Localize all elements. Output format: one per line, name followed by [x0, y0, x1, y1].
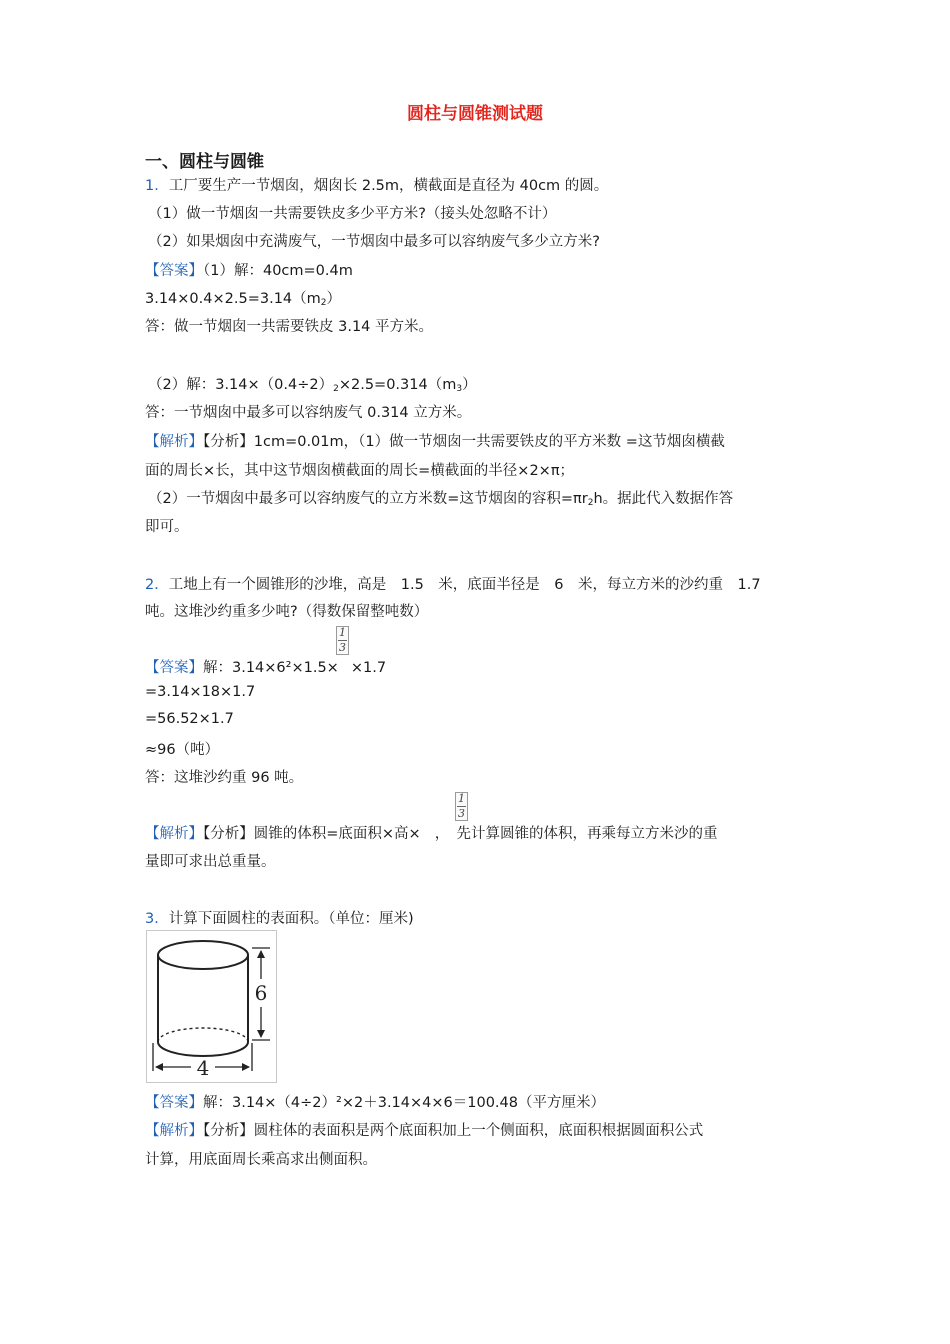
section-heading: 一、圆柱与圆锥: [145, 152, 264, 172]
question-number: 2．: [145, 577, 169, 593]
fraction-one-third: 1 3: [336, 626, 349, 655]
question-text: 计算下面圆柱的表面积。（单位：厘米): [168, 911, 414, 927]
analysis-tag: 【解析】: [145, 826, 203, 842]
answer-line: 答：一节烟囱中最多可以容纳废气 0.314 立方米。: [145, 405, 472, 421]
answer-tag: 【答案】: [145, 660, 203, 676]
analysis-line: 面的周长×长，其中这节烟囱横截面的周长=横截面的半径×2×π；: [145, 463, 575, 479]
page-title: 圆柱与圆锥测试题: [407, 104, 543, 124]
question-2-stem-cont: 吨。这堆沙约重多少吨?（得数保留整吨数）: [145, 604, 429, 620]
answer-text: （1）解：40cm=0.4m: [203, 263, 353, 279]
cylinder-diagram: [147, 931, 276, 1082]
answer-line: 答：这堆沙约重 96 吨。: [145, 770, 304, 786]
question-3-stem: [145, 907, 414, 928]
question-text: 工厂要生产一节烟囱，烟囱长 2.5m，横截面是直径为 40cm 的圆。: [168, 178, 609, 194]
analysis-line: 量即可求出总重量。: [145, 854, 276, 870]
question-number: 3．: [145, 911, 169, 927]
question-1-part-2: （2）如果烟囱中充满废气，一节烟囱中最多可以容纳废气多少立方米?: [148, 234, 600, 250]
fraction-one-third: 1 3: [455, 792, 468, 821]
diameter-label: 4: [196, 1056, 210, 1080]
analysis-line: 【解析】【分析】圆锥的体积=底面积×高× ， 先计算圆锥的体积，再乘每立方米沙的重: [145, 826, 718, 842]
answer-line: =3.14×18×1.7: [145, 684, 256, 700]
analysis-line: （2）一节烟囱中最多可以容纳废气的立方米数=这节烟囱的容积$=\pi r_2h$。据此代入数据作答: [148, 491, 734, 508]
answer-line: =56.52×1.7: [145, 711, 234, 727]
answer-line: $3.14\times 0.4\times 2.5=3.14(m_2)$: [145, 291, 341, 308]
cylinder-figure: [146, 930, 277, 1083]
analysis-line: 即可。: [145, 519, 189, 535]
question-2-stem: [145, 573, 761, 594]
question-number: 1．: [145, 178, 169, 194]
analysis-tag: 【解析】: [145, 1123, 203, 1139]
analysis-line: 计算，用底面周长乘高求出侧面积。: [145, 1152, 377, 1168]
answer-line: 【答案】解：3.14×（4÷2）²×2＋3.14×4×6＝100.48（平方厘米）: [145, 1095, 605, 1111]
height-label: 6: [254, 981, 268, 1005]
answer-line: ≈96（吨）: [145, 742, 220, 758]
question-text: 工地上有一个圆锥形的沙堆，高是 1.5 米，底面半径是 6 米，每立方米的沙约重 1.7: [168, 577, 761, 593]
answer-line: [145, 259, 353, 280]
question-1-stem: [145, 174, 608, 195]
answer-line: 答：做一节烟囱一共需要铁皮 3.14 平方米。: [145, 319, 434, 335]
analysis-tag: 【解析】: [145, 434, 203, 450]
answer-tag: 【答案】: [145, 263, 203, 279]
answer-line: 【答案】解：3.14×6²×1.5× ×1.7: [145, 660, 387, 676]
answer-tag: 【答案】: [145, 1095, 203, 1111]
question-1-part-1: （1）做一节烟囱一共需要铁皮多少平方米?（接头处忽略不计）: [148, 206, 557, 222]
answer-line: （2）解：$3.14\times(0.4\div 2)_2\times 2.5=0.314(m_3)$: [148, 377, 477, 394]
analysis-line: 【解析】【分析】圆柱体的表面积是两个底面积加上一个侧面积，底面积根据圆面积公式: [145, 1123, 704, 1139]
analysis-line: 【解析】【分析】1cm=0.01m，（1）做一节烟囱一共需要铁皮的平方米数 =这节烟囱横截: [145, 434, 725, 450]
